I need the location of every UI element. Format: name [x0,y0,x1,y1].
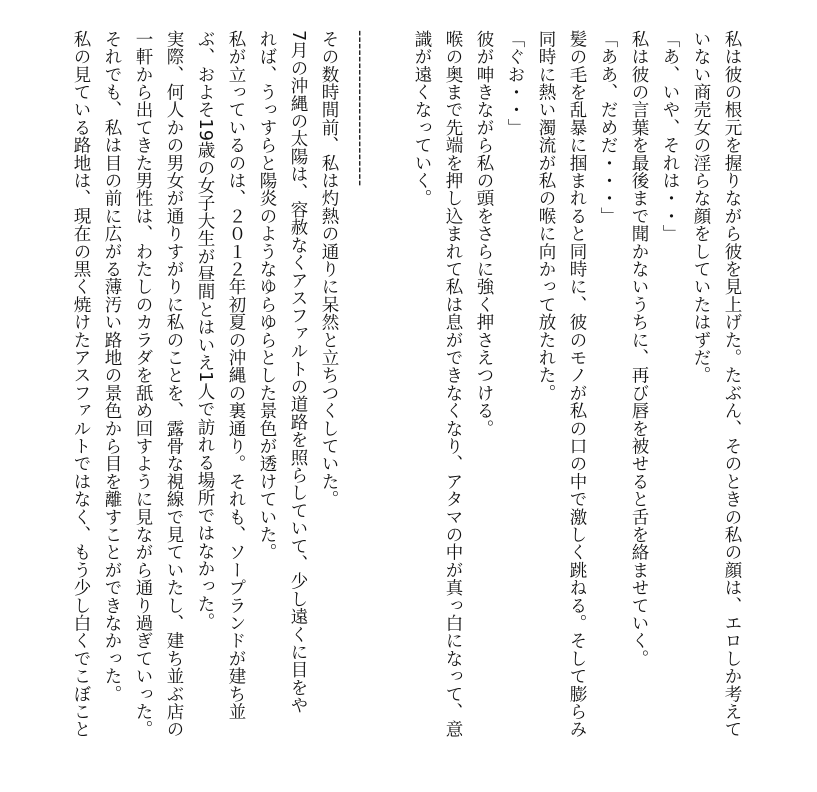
vertical-text-body [65,30,747,770]
text-line: 喉の奥まで先端を押し込まれて私は息ができなくなり、アタマの中が真っ白になって、意 [443,30,463,738]
text-line: その数時間前、私は灼熱の通りに呆然と立ちつくしていた。 [319,30,339,508]
text-line: 私は彼の言葉を最後まで聞かないうちに、再び唇を被せると舌を絡ませていく。 [629,30,649,668]
section-separator: ------------------------ [350,30,370,187]
text-line: いない商売女の淫らな顔をしていたはずだ。 [691,30,711,384]
text-line: 私が立っているのは、２０１２年初夏の沖縄の裏通り。それも、ソープランドが建ち並 [226,30,246,721]
text-line: 私は彼の根元を握りながら彼を見上げた。たぶん、そのときの私の顔は、エロしか考えて [722,30,742,738]
text-line: 「ぐお・・」 [505,30,525,137]
text-line: 一軒から出てきた男性は、わたしのカラダを舐め回すように見ながら通り過ぎていった。 [133,30,153,738]
text-line: れば、うっすらと陽炎のようなゆらゆらとした景色が透けていた。 [257,30,277,561]
text-line: 識が遠くなっていく。 [412,30,432,207]
text-line: 「ああ、だめだ・・・」 [598,30,618,225]
text-line: それでも、私は目の前に広がる薄汚い路地の景色から目を離すことができなかった。 [102,30,122,703]
text-line: 私の見ている路地は、現在の黒く焼けたアスファルトではなく、もう少し白くでこぼこと [71,30,91,738]
text-line: ぶ、およそ19歳の女子大生が昼間とはいえ1人で訪れる場所ではなかった。 [195,30,215,631]
text-line: 彼が呻きながら私の頭をさらに強く押さえつける。 [474,30,494,438]
text-line: 「あ、いや、それは・・」 [660,30,680,243]
blank-line [375,30,406,770]
text-line: 実際、何人かの男女が通りすがりに私のことを、露骨な視線で見ていたし、建ち並ぶ店の [164,30,184,738]
text-line: 同時に熱い濁流が私の喉に向かって放たれた。 [536,30,556,402]
text-line: 7月の沖縄の太陽は、容赦なくアスファルトの道路を照らしていて、少し遠くに目をや [288,30,308,714]
text-line: 髪の毛を乱暴に掴まれると同時に、彼のモノが私の口の中で激しく跳ねる。そして膨らみ [567,30,587,738]
